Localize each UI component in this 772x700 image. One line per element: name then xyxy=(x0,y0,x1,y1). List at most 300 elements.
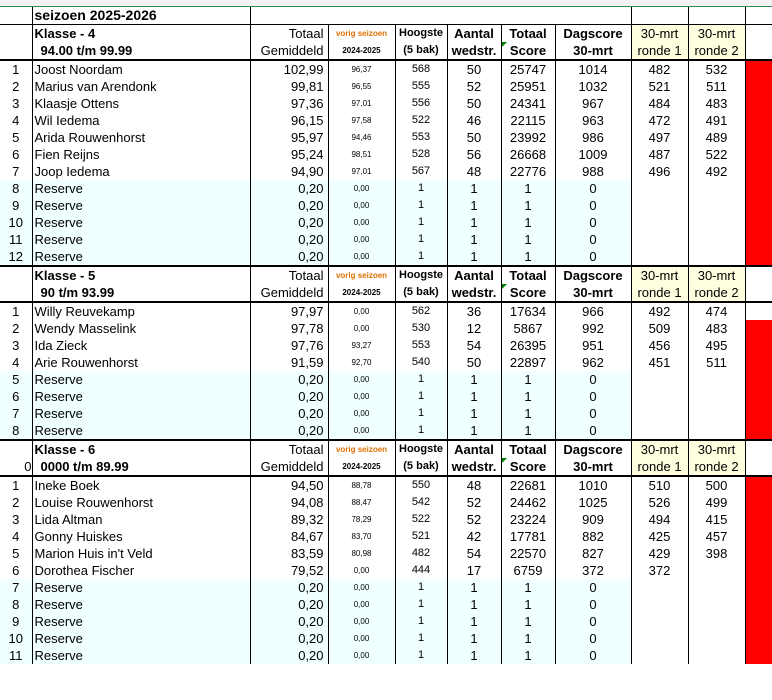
status-flag-cell[interactable] xyxy=(745,302,772,320)
highest-cell[interactable]: 1 xyxy=(395,647,447,664)
round2-cell[interactable] xyxy=(688,405,745,422)
matches-cell[interactable]: 48 xyxy=(447,163,501,180)
rank-cell[interactable]: 2 xyxy=(0,78,32,95)
player-name-cell[interactable]: Reserve xyxy=(32,647,250,664)
day-score-cell[interactable]: 986 xyxy=(555,129,631,146)
average-cell[interactable]: 0,20 xyxy=(250,388,328,405)
rank-cell[interactable]: 7 xyxy=(0,405,32,422)
cell-empty[interactable] xyxy=(688,7,745,25)
day-score-cell[interactable]: 992 xyxy=(555,320,631,337)
class-title[interactable]: Klasse - 6 xyxy=(32,440,250,458)
highest-cell[interactable]: 530 xyxy=(395,320,447,337)
highest-cell[interactable]: 444 xyxy=(395,562,447,579)
total-score-cell[interactable]: 1 xyxy=(501,579,555,596)
status-flag-cell[interactable] xyxy=(745,545,772,562)
player-name-cell[interactable]: Willy Reuvekamp xyxy=(32,302,250,320)
previous-season-cell[interactable]: 0,00 xyxy=(328,405,395,422)
highest-cell[interactable]: 1 xyxy=(395,422,447,440)
header-datum-ronde2[interactable]: 30-mrt xyxy=(688,266,745,284)
header-bak[interactable]: (5 bak) xyxy=(395,458,447,476)
player-name-cell[interactable]: Reserve xyxy=(32,231,250,248)
highest-cell[interactable]: 550 xyxy=(395,476,447,494)
round2-cell[interactable]: 491 xyxy=(688,112,745,129)
total-score-cell[interactable]: 24462 xyxy=(501,494,555,511)
range-prefix[interactable]: 0 xyxy=(0,458,32,476)
header-score[interactable]: Score xyxy=(501,284,555,302)
day-score-cell[interactable]: 951 xyxy=(555,337,631,354)
day-score-cell[interactable]: 0 xyxy=(555,231,631,248)
previous-season-cell[interactable]: 88,47 xyxy=(328,494,395,511)
highest-cell[interactable]: 1 xyxy=(395,197,447,214)
status-flag-cell[interactable] xyxy=(745,422,772,440)
highest-cell[interactable]: 1 xyxy=(395,371,447,388)
previous-season-cell[interactable]: 0,00 xyxy=(328,371,395,388)
cell-empty[interactable] xyxy=(0,7,32,25)
cell-empty[interactable] xyxy=(631,7,688,25)
rank-cell[interactable]: 6 xyxy=(0,388,32,405)
round1-cell[interactable] xyxy=(631,388,688,405)
round1-cell[interactable] xyxy=(631,214,688,231)
previous-season-cell[interactable]: 0,00 xyxy=(328,388,395,405)
status-flag-cell[interactable] xyxy=(745,95,772,112)
previous-season-cell[interactable]: 97,01 xyxy=(328,95,395,112)
header-datum-ronde1[interactable]: 30-mrt xyxy=(631,25,688,43)
status-flag-cell[interactable] xyxy=(745,231,772,248)
player-name-cell[interactable]: Fien Reijns xyxy=(32,146,250,163)
player-name-cell[interactable]: Reserve xyxy=(32,596,250,613)
matches-cell[interactable]: 54 xyxy=(447,545,501,562)
header-seizoen-jaar[interactable]: 2024-2025 xyxy=(328,458,395,476)
header-vorig-seizoen[interactable]: vorig seizoen xyxy=(328,266,395,284)
day-score-cell[interactable]: 0 xyxy=(555,388,631,405)
matches-cell[interactable]: 48 xyxy=(447,476,501,494)
header-totaal[interactable]: Totaal xyxy=(250,440,328,458)
round1-cell[interactable] xyxy=(631,197,688,214)
highest-cell[interactable]: 1 xyxy=(395,388,447,405)
round1-cell[interactable]: 484 xyxy=(631,95,688,112)
total-score-cell[interactable]: 5867 xyxy=(501,320,555,337)
player-name-cell[interactable]: Joop Iedema xyxy=(32,163,250,180)
round1-cell[interactable] xyxy=(631,231,688,248)
matches-cell[interactable]: 52 xyxy=(447,78,501,95)
header-totaal[interactable]: Totaal xyxy=(250,266,328,284)
header-gemiddeld[interactable]: Gemiddeld xyxy=(250,458,328,476)
status-flag-cell[interactable] xyxy=(745,630,772,647)
average-cell[interactable]: 79,52 xyxy=(250,562,328,579)
average-cell[interactable]: 0,20 xyxy=(250,371,328,388)
player-name-cell[interactable]: Marion Huis in't Veld xyxy=(32,545,250,562)
round2-cell[interactable]: 492 xyxy=(688,163,745,180)
total-score-cell[interactable]: 1 xyxy=(501,422,555,440)
rank-cell[interactable]: 11 xyxy=(0,231,32,248)
day-score-cell[interactable]: 0 xyxy=(555,422,631,440)
day-score-cell[interactable]: 0 xyxy=(555,647,631,664)
status-flag-cell[interactable] xyxy=(745,613,772,630)
header-gemiddeld[interactable]: Gemiddeld xyxy=(250,42,328,60)
highest-cell[interactable]: 1 xyxy=(395,214,447,231)
cell-empty[interactable] xyxy=(250,7,631,25)
round2-cell[interactable] xyxy=(688,613,745,630)
header-hoogste[interactable]: Hoogste xyxy=(395,25,447,43)
rank-cell[interactable]: 6 xyxy=(0,146,32,163)
header-datum-ronde2[interactable]: 30-mrt xyxy=(688,440,745,458)
day-score-cell[interactable]: 967 xyxy=(555,95,631,112)
player-name-cell[interactable]: Ida Zieck xyxy=(32,337,250,354)
matches-cell[interactable]: 1 xyxy=(447,647,501,664)
matches-cell[interactable]: 17 xyxy=(447,562,501,579)
highest-cell[interactable]: 1 xyxy=(395,613,447,630)
total-score-cell[interactable]: 22115 xyxy=(501,112,555,129)
total-score-cell[interactable]: 25747 xyxy=(501,60,555,78)
round2-cell[interactable] xyxy=(688,630,745,647)
round1-cell[interactable] xyxy=(631,647,688,664)
day-score-cell[interactable]: 882 xyxy=(555,528,631,545)
round2-cell[interactable] xyxy=(688,647,745,664)
rank-cell[interactable]: 11 xyxy=(0,647,32,664)
highest-cell[interactable]: 1 xyxy=(395,630,447,647)
highest-cell[interactable]: 1 xyxy=(395,231,447,248)
player-name-cell[interactable]: Reserve xyxy=(32,248,250,266)
total-score-cell[interactable]: 1 xyxy=(501,231,555,248)
status-flag-cell[interactable] xyxy=(745,60,772,78)
day-score-cell[interactable]: 1009 xyxy=(555,146,631,163)
cell-empty[interactable] xyxy=(745,25,772,43)
matches-cell[interactable]: 56 xyxy=(447,146,501,163)
rank-cell[interactable]: 8 xyxy=(0,596,32,613)
header-wedstr[interactable]: wedstr. xyxy=(447,284,501,302)
player-name-cell[interactable]: Reserve xyxy=(32,371,250,388)
rank-cell[interactable]: 6 xyxy=(0,562,32,579)
total-score-cell[interactable]: 1 xyxy=(501,613,555,630)
day-score-cell[interactable]: 0 xyxy=(555,197,631,214)
total-score-cell[interactable]: 24341 xyxy=(501,95,555,112)
round1-cell[interactable]: 496 xyxy=(631,163,688,180)
matches-cell[interactable]: 50 xyxy=(447,60,501,78)
header-totaal-score[interactable]: Totaal xyxy=(501,440,555,458)
header-wedstr[interactable]: wedstr. xyxy=(447,458,501,476)
round1-cell[interactable] xyxy=(631,248,688,266)
day-score-cell[interactable]: 1010 xyxy=(555,476,631,494)
player-name-cell[interactable]: Joost Noordam xyxy=(32,60,250,78)
round1-cell[interactable]: 372 xyxy=(631,562,688,579)
previous-season-cell[interactable]: 0,00 xyxy=(328,562,395,579)
round2-cell[interactable]: 495 xyxy=(688,337,745,354)
day-score-cell[interactable]: 0 xyxy=(555,371,631,388)
average-cell[interactable]: 0,20 xyxy=(250,214,328,231)
matches-cell[interactable]: 1 xyxy=(447,371,501,388)
round2-cell[interactable]: 511 xyxy=(688,78,745,95)
player-name-cell[interactable]: Wil Iedema xyxy=(32,112,250,129)
total-score-cell[interactable]: 26668 xyxy=(501,146,555,163)
header-score[interactable]: Score xyxy=(501,42,555,60)
day-score-cell[interactable]: 1014 xyxy=(555,60,631,78)
previous-season-cell[interactable]: 96,37 xyxy=(328,60,395,78)
day-score-cell[interactable]: 1025 xyxy=(555,494,631,511)
matches-cell[interactable]: 42 xyxy=(447,528,501,545)
round1-cell[interactable]: 472 xyxy=(631,112,688,129)
round1-cell[interactable] xyxy=(631,422,688,440)
round1-cell[interactable] xyxy=(631,579,688,596)
header-datum-ronde1[interactable]: 30-mrt xyxy=(631,266,688,284)
status-flag-cell[interactable] xyxy=(745,528,772,545)
previous-season-cell[interactable]: 0,00 xyxy=(328,630,395,647)
status-flag-cell[interactable] xyxy=(745,112,772,129)
previous-season-cell[interactable]: 0,00 xyxy=(328,613,395,630)
status-flag-cell[interactable] xyxy=(745,78,772,95)
highest-cell[interactable]: 555 xyxy=(395,78,447,95)
matches-cell[interactable]: 1 xyxy=(447,197,501,214)
round1-cell[interactable] xyxy=(631,405,688,422)
player-name-cell[interactable]: Reserve xyxy=(32,630,250,647)
round2-cell[interactable]: 457 xyxy=(688,528,745,545)
header-dagscore[interactable]: Dagscore xyxy=(555,440,631,458)
header-ronde1[interactable]: ronde 1 xyxy=(631,458,688,476)
matches-cell[interactable]: 1 xyxy=(447,405,501,422)
status-flag-cell[interactable] xyxy=(745,494,772,511)
round2-cell[interactable]: 474 xyxy=(688,302,745,320)
cell-empty[interactable] xyxy=(745,284,772,302)
header-dagscore-datum[interactable]: 30-mrt xyxy=(555,458,631,476)
round2-cell[interactable]: 522 xyxy=(688,146,745,163)
round1-cell[interactable]: 456 xyxy=(631,337,688,354)
average-cell[interactable]: 94,90 xyxy=(250,163,328,180)
player-name-cell[interactable]: Reserve xyxy=(32,180,250,197)
previous-season-cell[interactable]: 0,00 xyxy=(328,248,395,266)
matches-cell[interactable]: 1 xyxy=(447,613,501,630)
previous-season-cell[interactable]: 98,51 xyxy=(328,146,395,163)
round2-cell[interactable] xyxy=(688,562,745,579)
round2-cell[interactable] xyxy=(688,231,745,248)
total-score-cell[interactable]: 1 xyxy=(501,214,555,231)
matches-cell[interactable]: 1 xyxy=(447,231,501,248)
highest-cell[interactable]: 522 xyxy=(395,112,447,129)
player-name-cell[interactable]: Louise Rouwenhorst xyxy=(32,494,250,511)
player-name-cell[interactable]: Reserve xyxy=(32,388,250,405)
status-flag-cell[interactable] xyxy=(745,320,772,337)
rank-cell[interactable]: 3 xyxy=(0,95,32,112)
round1-cell[interactable] xyxy=(631,596,688,613)
total-score-cell[interactable]: 22681 xyxy=(501,476,555,494)
rank-cell[interactable]: 5 xyxy=(0,545,32,562)
previous-season-cell[interactable]: 0,00 xyxy=(328,647,395,664)
previous-season-cell[interactable]: 0,00 xyxy=(328,579,395,596)
day-score-cell[interactable]: 0 xyxy=(555,248,631,266)
matches-cell[interactable]: 52 xyxy=(447,511,501,528)
rank-cell[interactable]: 4 xyxy=(0,354,32,371)
cell-empty[interactable] xyxy=(745,458,772,476)
rank-cell[interactable]: 4 xyxy=(0,112,32,129)
class-title[interactable]: Klasse - 4 xyxy=(32,25,250,43)
highest-cell[interactable]: 1 xyxy=(395,596,447,613)
player-name-cell[interactable]: Lida Altman xyxy=(32,511,250,528)
matches-cell[interactable]: 36 xyxy=(447,302,501,320)
average-cell[interactable]: 0,20 xyxy=(250,405,328,422)
header-dagscore-datum[interactable]: 30-mrt xyxy=(555,42,631,60)
status-flag-cell[interactable] xyxy=(745,197,772,214)
range-prefix[interactable] xyxy=(0,284,32,302)
round2-cell[interactable] xyxy=(688,388,745,405)
round2-cell[interactable] xyxy=(688,248,745,266)
matches-cell[interactable]: 1 xyxy=(447,214,501,231)
average-cell[interactable]: 97,76 xyxy=(250,337,328,354)
status-flag-cell[interactable] xyxy=(745,163,772,180)
header-aantal[interactable]: Aantal xyxy=(447,440,501,458)
average-cell[interactable]: 102,99 xyxy=(250,60,328,78)
header-seizoen-jaar[interactable]: 2024-2025 xyxy=(328,42,395,60)
average-cell[interactable]: 97,97 xyxy=(250,302,328,320)
round1-cell[interactable]: 509 xyxy=(631,320,688,337)
round2-cell[interactable]: 483 xyxy=(688,95,745,112)
round1-cell[interactable]: 526 xyxy=(631,494,688,511)
rank-cell[interactable]: 8 xyxy=(0,422,32,440)
header-aantal[interactable]: Aantal xyxy=(447,266,501,284)
header-ronde2[interactable]: ronde 2 xyxy=(688,284,745,302)
total-score-cell[interactable]: 1 xyxy=(501,596,555,613)
status-flag-cell[interactable] xyxy=(745,511,772,528)
player-name-cell[interactable]: Reserve xyxy=(32,197,250,214)
round1-cell[interactable]: 482 xyxy=(631,60,688,78)
class-range[interactable]: 90 t/m 93.99 xyxy=(32,284,250,302)
round1-cell[interactable]: 425 xyxy=(631,528,688,545)
rank-cell[interactable]: 2 xyxy=(0,494,32,511)
matches-cell[interactable]: 1 xyxy=(447,388,501,405)
player-name-cell[interactable]: Klaasje Ottens xyxy=(32,95,250,112)
highest-cell[interactable]: 1 xyxy=(395,579,447,596)
header-hoogste[interactable]: Hoogste xyxy=(395,266,447,284)
player-name-cell[interactable]: Dorothea Fischer xyxy=(32,562,250,579)
status-flag-cell[interactable] xyxy=(745,579,772,596)
average-cell[interactable]: 84,67 xyxy=(250,528,328,545)
previous-season-cell[interactable]: 94,46 xyxy=(328,129,395,146)
status-flag-cell[interactable] xyxy=(745,371,772,388)
highest-cell[interactable]: 556 xyxy=(395,95,447,112)
total-score-cell[interactable]: 23992 xyxy=(501,129,555,146)
highest-cell[interactable]: 521 xyxy=(395,528,447,545)
rank-cell[interactable]: 1 xyxy=(0,476,32,494)
matches-cell[interactable]: 46 xyxy=(447,112,501,129)
player-name-cell[interactable]: Wendy Masselink xyxy=(32,320,250,337)
header-ronde2[interactable]: ronde 2 xyxy=(688,458,745,476)
player-name-cell[interactable]: Reserve xyxy=(32,422,250,440)
highest-cell[interactable]: 522 xyxy=(395,511,447,528)
round2-cell[interactable] xyxy=(688,596,745,613)
rank-cell[interactable]: 1 xyxy=(0,60,32,78)
day-score-cell[interactable]: 909 xyxy=(555,511,631,528)
matches-cell[interactable]: 1 xyxy=(447,248,501,266)
average-cell[interactable]: 83,59 xyxy=(250,545,328,562)
header-dagscore[interactable]: Dagscore xyxy=(555,25,631,43)
header-totaal-score[interactable]: Totaal xyxy=(501,25,555,43)
status-flag-cell[interactable] xyxy=(745,337,772,354)
cell-empty[interactable] xyxy=(745,7,772,25)
total-score-cell[interactable]: 25951 xyxy=(501,78,555,95)
status-flag-cell[interactable] xyxy=(745,129,772,146)
highest-cell[interactable]: 482 xyxy=(395,545,447,562)
round2-cell[interactable]: 500 xyxy=(688,476,745,494)
header-dagscore-datum[interactable]: 30-mrt xyxy=(555,284,631,302)
header-gemiddeld[interactable]: Gemiddeld xyxy=(250,284,328,302)
round1-cell[interactable] xyxy=(631,371,688,388)
round2-cell[interactable] xyxy=(688,180,745,197)
header-wedstr[interactable]: wedstr. xyxy=(447,42,501,60)
season-title[interactable]: seizoen 2025-2026 xyxy=(32,7,250,25)
spreadsheet-grid[interactable] xyxy=(0,7,772,664)
header-hoogste[interactable]: Hoogste xyxy=(395,440,447,458)
highest-cell[interactable]: 528 xyxy=(395,146,447,163)
cell-empty[interactable] xyxy=(0,440,32,458)
previous-season-cell[interactable]: 0,00 xyxy=(328,180,395,197)
matches-cell[interactable]: 50 xyxy=(447,129,501,146)
average-cell[interactable]: 97,78 xyxy=(250,320,328,337)
highest-cell[interactable]: 542 xyxy=(395,494,447,511)
range-prefix[interactable] xyxy=(0,42,32,60)
average-cell[interactable]: 99,81 xyxy=(250,78,328,95)
previous-season-cell[interactable]: 97,58 xyxy=(328,112,395,129)
matches-cell[interactable]: 1 xyxy=(447,596,501,613)
header-ronde1[interactable]: ronde 1 xyxy=(631,42,688,60)
average-cell[interactable]: 0,20 xyxy=(250,231,328,248)
player-name-cell[interactable]: Reserve xyxy=(32,613,250,630)
day-score-cell[interactable]: 0 xyxy=(555,596,631,613)
highest-cell[interactable]: 553 xyxy=(395,129,447,146)
header-seizoen-jaar[interactable]: 2024-2025 xyxy=(328,284,395,302)
status-flag-cell[interactable] xyxy=(745,476,772,494)
round1-cell[interactable]: 429 xyxy=(631,545,688,562)
status-flag-cell[interactable] xyxy=(745,180,772,197)
header-ronde1[interactable]: ronde 1 xyxy=(631,284,688,302)
average-cell[interactable]: 96,15 xyxy=(250,112,328,129)
status-flag-cell[interactable] xyxy=(745,647,772,664)
highest-cell[interactable]: 553 xyxy=(395,337,447,354)
average-cell[interactable]: 95,97 xyxy=(250,129,328,146)
day-score-cell[interactable]: 1032 xyxy=(555,78,631,95)
total-score-cell[interactable]: 22897 xyxy=(501,354,555,371)
class-range[interactable]: 94.00 t/m 99.99 xyxy=(32,42,250,60)
previous-season-cell[interactable]: 0,00 xyxy=(328,320,395,337)
matches-cell[interactable]: 1 xyxy=(447,630,501,647)
previous-season-cell[interactable]: 80,98 xyxy=(328,545,395,562)
rank-cell[interactable]: 10 xyxy=(0,214,32,231)
rank-cell[interactable]: 5 xyxy=(0,129,32,146)
average-cell[interactable]: 0,20 xyxy=(250,630,328,647)
matches-cell[interactable]: 50 xyxy=(447,354,501,371)
highest-cell[interactable]: 562 xyxy=(395,302,447,320)
previous-season-cell[interactable]: 88,78 xyxy=(328,476,395,494)
header-datum-ronde2[interactable]: 30-mrt xyxy=(688,25,745,43)
round1-cell[interactable]: 494 xyxy=(631,511,688,528)
highest-cell[interactable]: 1 xyxy=(395,248,447,266)
previous-season-cell[interactable]: 0,00 xyxy=(328,596,395,613)
highest-cell[interactable]: 568 xyxy=(395,60,447,78)
matches-cell[interactable]: 50 xyxy=(447,95,501,112)
status-flag-cell[interactable] xyxy=(745,388,772,405)
player-name-cell[interactable]: Reserve xyxy=(32,405,250,422)
status-flag-cell[interactable] xyxy=(745,248,772,266)
average-cell[interactable]: 0,20 xyxy=(250,647,328,664)
class-title[interactable]: Klasse - 5 xyxy=(32,266,250,284)
highest-cell[interactable]: 540 xyxy=(395,354,447,371)
rank-cell[interactable]: 7 xyxy=(0,163,32,180)
player-name-cell[interactable]: Marius van Arendonk xyxy=(32,78,250,95)
average-cell[interactable]: 0,20 xyxy=(250,180,328,197)
total-score-cell[interactable]: 22570 xyxy=(501,545,555,562)
cell-empty[interactable] xyxy=(0,266,32,284)
previous-season-cell[interactable]: 97,01 xyxy=(328,163,395,180)
header-aantal[interactable]: Aantal xyxy=(447,25,501,43)
previous-season-cell[interactable]: 0,00 xyxy=(328,231,395,248)
average-cell[interactable]: 0,20 xyxy=(250,248,328,266)
round2-cell[interactable] xyxy=(688,579,745,596)
